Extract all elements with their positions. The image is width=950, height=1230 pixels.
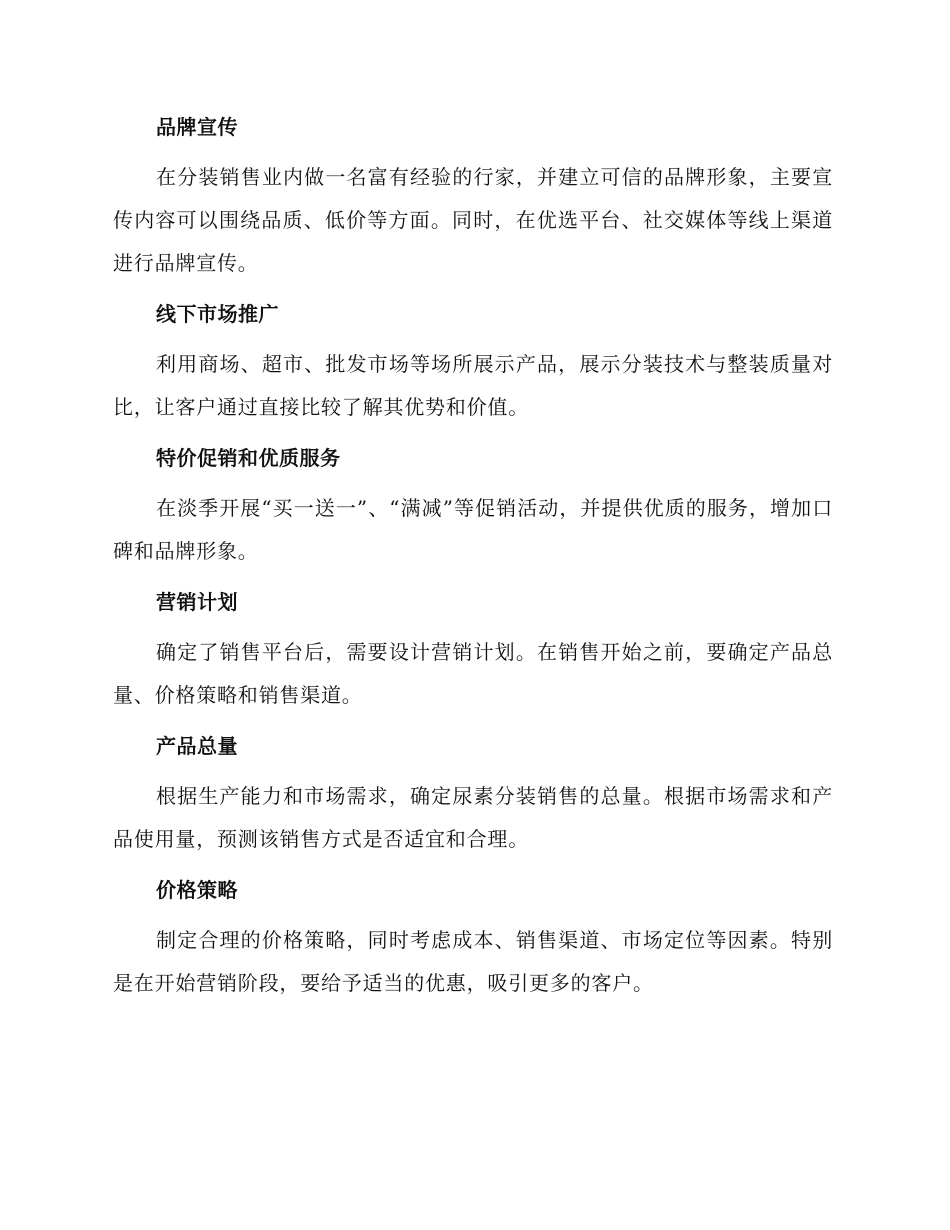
section-offline-marketing — [113, 295, 833, 429]
section-heading: 产品总量 — [156, 734, 238, 758]
section-paragraph: 在分装销售业内做一名富有经验的行家，并建立可信的品牌形象，主要宣传内容可以围绕品质、低价等方面。同时，在优选平台、社交媒体等线上渠道进行品牌宣传。 — [113, 165, 833, 275]
section-paragraph: 制定合理的价格策略，同时考虑成本、销售渠道、市场定位等因素。特别是在开始营销阶段，要给予适当的优惠，吸引更多的客户。 — [113, 928, 833, 995]
section-paragraph: 根据生产能力和市场需求，确定尿素分装销售的总量。根据市场需求和产品使用量，预测该销售方式是否适宜和合理。 — [113, 784, 833, 851]
section-heading: 特价促销和优质服务 — [156, 446, 341, 470]
section-paragraph: 确定了销售平台后，需要设计营销计划。在销售开始之前，要确定产品总量、价格策略和销售渠道。 — [113, 640, 833, 707]
section-marketing-plan — [113, 583, 833, 717]
section-product-volume — [113, 727, 833, 861]
section-brand-promotion — [113, 108, 833, 285]
section-paragraph: 利用商场、超市、批发市场等场所展示产品，展示分装技术与整装质量对比，让客户通过直接比较了解其优势和价值。 — [113, 352, 833, 419]
document-body — [113, 108, 833, 1015]
section-pricing-strategy — [113, 871, 833, 1005]
section-heading: 线下市场推广 — [156, 302, 279, 326]
section-heading: 品牌宣传 — [156, 115, 238, 139]
section-heading: 营销计划 — [156, 590, 238, 614]
section-paragraph: 在淡季开展“买一送一”、“满减”等促销活动，并提供优质的服务，增加口碑和品牌形象。 — [113, 496, 833, 563]
section-heading: 价格策略 — [156, 878, 238, 902]
section-promotions-service — [113, 439, 833, 573]
